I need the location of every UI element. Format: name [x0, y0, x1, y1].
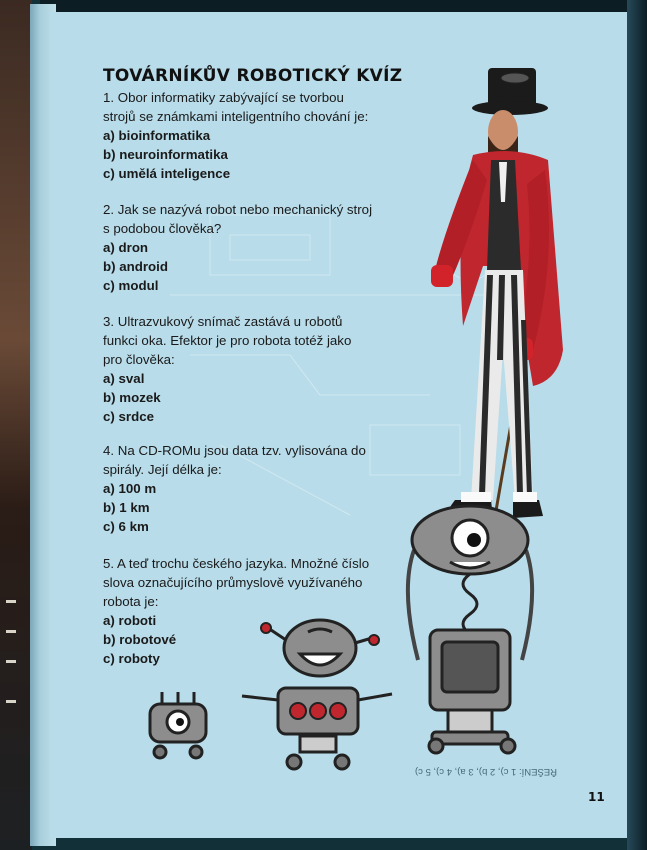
question-3	[103, 312, 403, 426]
question-text-line: funkci oka. Efektor je pro robota totéž jako	[103, 333, 352, 348]
small-robot-illustration	[146, 690, 212, 762]
answer-option: a) sval	[103, 371, 145, 386]
answer-option: a) 100 m	[103, 481, 157, 496]
middle-robot-illustration	[238, 618, 398, 774]
adjacent-page-strip	[0, 0, 32, 850]
question-text-line: pro člověka:	[103, 352, 175, 367]
answer-option: b) android	[103, 259, 168, 274]
answer-option: a) bioinformatika	[103, 128, 211, 143]
question-text-line: spirály. Její délka je:	[103, 462, 222, 477]
question-text-line: 5. A teď trochu českého jazyka. Množné číslo	[103, 556, 370, 571]
answer-option: b) neuroinformatika	[103, 147, 228, 162]
quiz-title: TOVÁRNÍKŮV ROBOTICKÝ KVÍZ	[103, 66, 403, 86]
question-text-line: strojů se známkami inteligentního chování je:	[103, 109, 369, 124]
question-text-line: 3. Ultrazvukový snímač zastává u robotů	[103, 314, 343, 329]
answer-option: c) umělá inteligence	[103, 166, 231, 181]
answer-option: b) 1 km	[103, 500, 150, 515]
answer-option: c) roboty	[103, 651, 160, 666]
answer-option: b) mozek	[103, 390, 161, 405]
answer-option: b) robotové	[103, 632, 177, 647]
big-robot-illustration	[400, 500, 540, 760]
factory-owner-illustration	[395, 60, 565, 530]
answer-option: a) roboti	[103, 613, 157, 628]
question-4	[103, 441, 403, 536]
page-number: 11	[588, 790, 605, 804]
question-1	[103, 88, 403, 183]
answer-option: c) 6 km	[103, 519, 149, 534]
answer-option: c) modul	[103, 278, 159, 293]
answer-option: a) dron	[103, 240, 149, 255]
question-text-line: slova označujícího průmyslově využívaného	[103, 575, 363, 590]
question-text-line: 2. Jak se nazývá robot nebo mechanický stroj	[103, 202, 373, 217]
upside-down-answers: ŘEŠENÍ: 1 c), 2 b), 3 a), 4 c), 5 c)	[415, 766, 558, 777]
answer-option: c) srdce	[103, 409, 154, 424]
question-2	[103, 200, 403, 295]
question-text-line: 1. Obor informatiky zabývající se tvorbou	[103, 90, 344, 105]
question-text-line: robota je:	[103, 594, 159, 609]
question-text-line: 4. Na CD-ROMu jsou data tzv. vylisována do	[103, 443, 366, 458]
question-text-line: s podobou člověka?	[103, 221, 222, 236]
right-edge	[627, 0, 647, 850]
